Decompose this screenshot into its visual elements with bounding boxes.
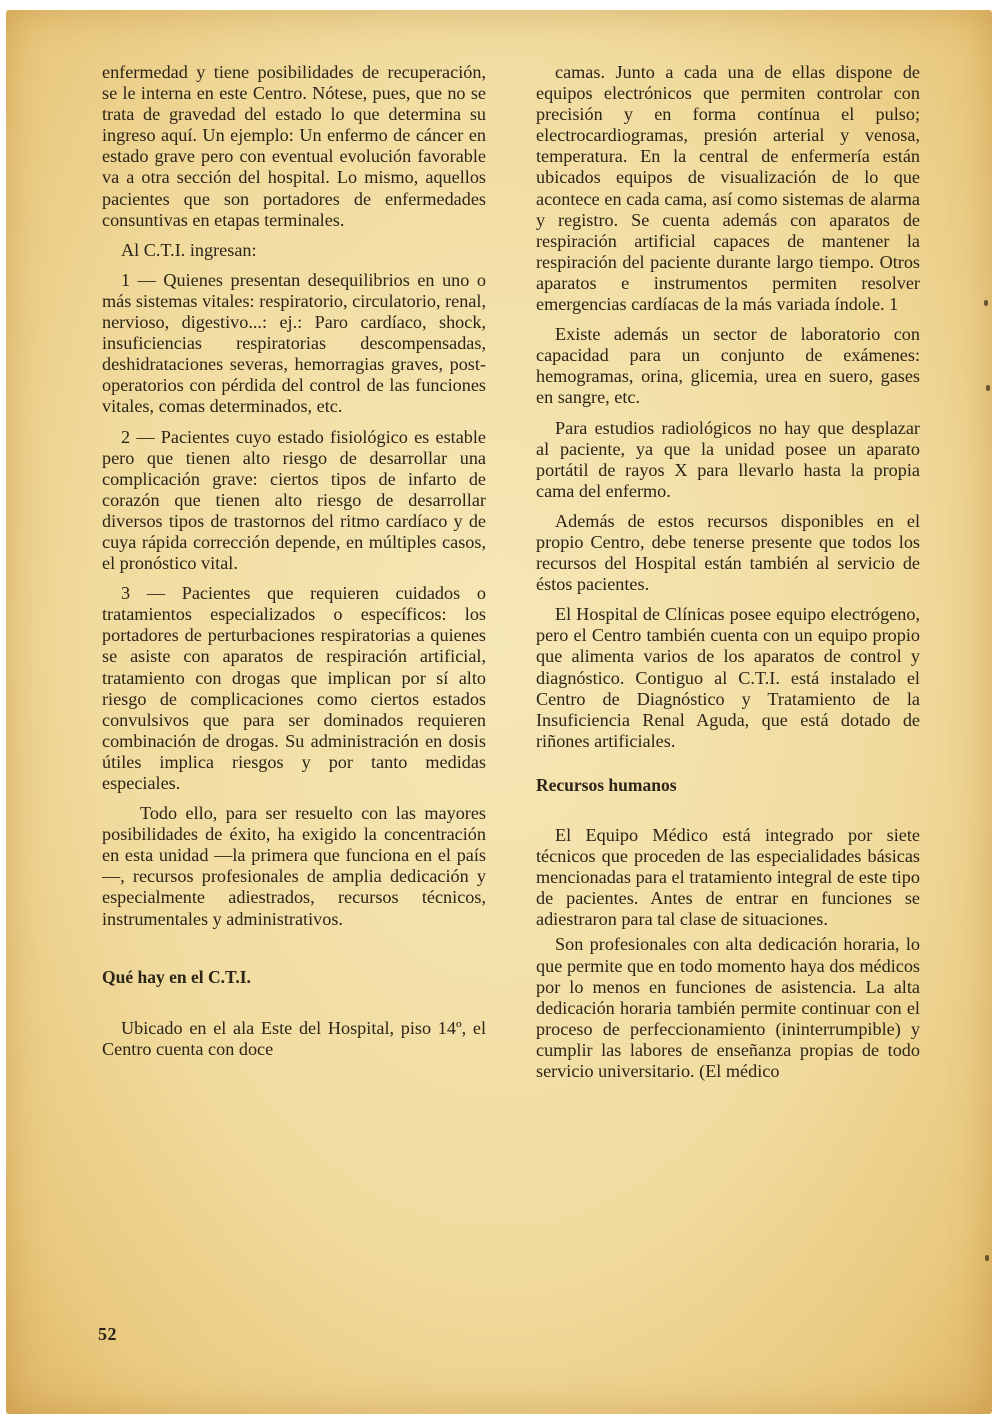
paragraph: El Hospital de Clínicas posee equipo electrógeno, pero el Centro también cuenta con un equipo propio que alimenta varios de los aparatos de control y diagnóstico. Contiguo al C.T.I. está instalado el Centro de Diagnóstico y Tratamiento de la Insuficiencia Renal Aguda, que está dotado de riñones artificiales. — [536, 604, 920, 751]
paragraph: Son profesionales con alta dedicación horaria, lo que permite que en todo momento haya dos médicos por lo menos en funciones de asistencia. La alta dedicación horaria también permite continuar con el proceso de perfeccionamiento (ininterrumpible) y cumplir las labores de enseñanza propias de todo servicio universitario. (El médico — [536, 934, 920, 1082]
paragraph: Todo ello, para ser resuelto con las mayores posibilidades de éxito, ha exigido la concentración en esta unidad —la primera que funciona en el país—, recursos profesionales de amplia dedicación y especialmente adiestrados, recursos técnicos, instrumentales y administrativos. — [102, 803, 486, 929]
list-item-3: 3 — Pacientes que requieren cuidados o tratamientos especializados o específicos: los portadores de perturbaciones respiratorias a quienes se asiste con aparatos de respiración artificial, tratamiento con drogas que implican por sí alto riesgo de complicaciones como ciertos estados convulsivos que para ser dominados requieren combinación de drogas. Su administración en dosis útiles implica riesgos y por tanto medidas especiales. — [102, 583, 486, 793]
paragraph: Además de estos recursos disponibles en el propio Centro, debe tenerse presente que todos los recursos del Hospital están también al servicio de éstos pacientes. — [536, 510, 920, 595]
paragraph: Ubicado en el ala Este del Hospital, piso 14º, el Centro cuenta con doce — [102, 1017, 486, 1059]
paragraph: Para estudios radiológicos no hay que desplazar al paciente, ya que la unidad posee un aparato portátil de rayos X para llevarlo hasta la propia cama del enfermo. — [536, 417, 920, 501]
section-heading: Qué hay en el C.T.I. — [102, 966, 251, 987]
left-column — [102, 62, 486, 1060]
paragraph: camas. Junto a cada una de ellas dispone de equipos electrónicos que permiten controlar con precisión y en forma contínua el pulso; electrocardiogramas, presión arterial y venosa, temperatura. En la central de enfermería están ubicados equipos de visualización de lo que acontece en cada cama, así como sistemas de alarma y registro. Se cuenta además con aparatos de respiración artificial capaces de mantener la respiración del paciente durante largo tiempo. Otros aparatos e instrumentos permiten resolver emergencias cardíacas de la más variada índole. 1 — [536, 62, 920, 315]
print-speck — [986, 385, 990, 391]
list-item-1: 1 — Quienes presentan desequilibrios en uno o más sistemas vitales: respiratorio, circulatorio, renal, nervioso, digestivo...: ej.: Paro cardíaco, shock, insuficiencias respiratorias descompensadas, deshidrataciones severas, hemorragias graves, post-operatorios con pérdida del control de las funciones vitales, comas determinados, etc. — [102, 269, 486, 417]
paragraph: El Equipo Médico está integrado por siete técnicos que proceden de las especialidades básicas mencionadas para el tratamiento integral de este tipo de pacientes. Antes de entrar en funciones se adiestraron para tal clase de situaciones. — [536, 825, 920, 930]
magazine-page — [6, 10, 992, 1414]
section-heading: Recursos humanos — [536, 774, 677, 795]
print-speck — [984, 300, 988, 306]
paragraph: Existe además un sector de laboratorio con capacidad para un conjunto de exámenes: hemogramas, orina, glicemia, urea en suero, gases en sangre, etc. — [536, 324, 920, 408]
paragraph: enfermedad y tiene posibilidades de recuperación, se le interna en este Centro. Nótese, pues, que no se trata de gravedad del estado lo que determina su ingreso aquí. Un ejemplo: Un enfermo de cáncer en estado grave pero con eventual evolución favorable va a otra sección del hospital. Lo mismo, aquellos pacientes que son portadores de enfermedades consuntivas en etapas terminales. — [102, 62, 486, 230]
right-column — [536, 62, 920, 1082]
paragraph: Al C.T.I. ingresan: — [121, 239, 257, 260]
page-number: 52 — [98, 1324, 117, 1344]
print-speck — [985, 1255, 989, 1261]
list-item-2: 2 — Pacientes cuyo estado fisiológico es estable pero que tienen alto riesgo de desarrollar una complicación grave: ciertos tipos de infarto de corazón que tienen alto riesgo de desarrollar diversos tipos de trastornos del ritmo cardíaco y de cuya rápida corrección depende, en múltiples casos, el pronóstico vital. — [102, 426, 486, 574]
